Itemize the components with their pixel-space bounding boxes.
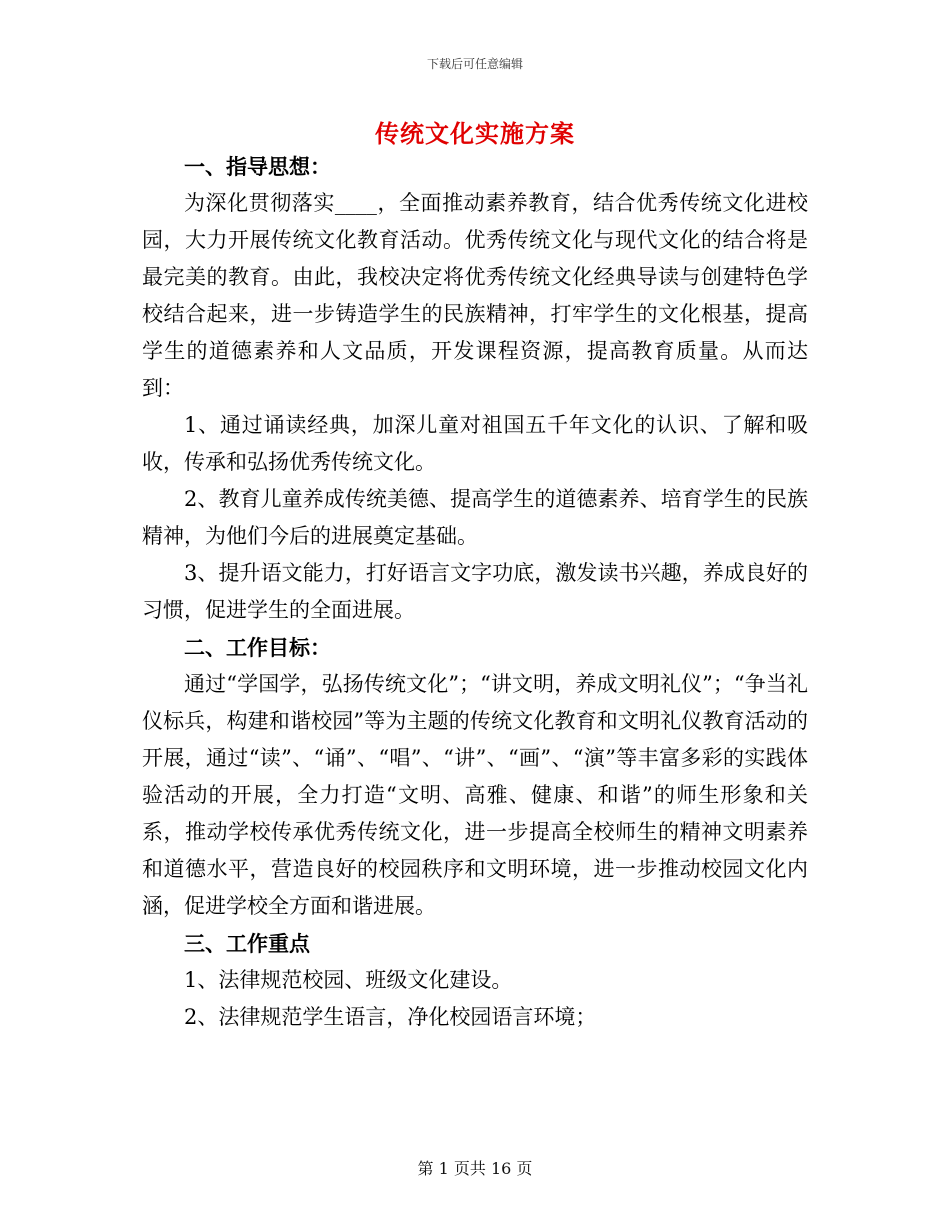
document-body bbox=[142, 148, 808, 1036]
focus-item-2: 2、法律规范学生语言，净化校园语言环境； bbox=[184, 1005, 597, 1029]
goal-item-3: 3、提升语文能力，打好语言文字功底，激发读书兴趣，养成良好的习惯，促进学生的全面进展。 bbox=[142, 561, 808, 622]
section-heading-guiding-ideology: 一、指导思想： bbox=[184, 154, 331, 179]
focus-item-1: 1、法律规范校园、班级文化建设。 bbox=[184, 968, 513, 992]
section-heading-work-focus: 三、工作重点 bbox=[184, 931, 310, 956]
work-objectives-paragraph: 通过“学国学，弘扬传统文化”；“讲文明，养成文明礼仪”；“争当礼仪标兵，构建和谐校园”等为主题的传统文化教育和文明礼仪教育活动的开展，通过“读”、“诵”、“唱”、“讲”、“画”、“演”等丰富多彩的实践体验活动的开展，全力打造“文明、高雅、健康、和谐”的师生形象和关系，推动学校传承优秀传统文化，进一步提高全校师生的精神文明素养和道德水平，营造良好的校园秩序和文明环境，进一步推动校园文化内涵，促进学校全方面和谐进展。 bbox=[142, 672, 808, 918]
header-note: 下载后可任意编辑 bbox=[426, 57, 523, 71]
goal-item-2: 2、教育儿童养成传统美德、提高学生的道德素养、培育学生的民族精神，为他们今后的进展奠定基础。 bbox=[142, 487, 808, 548]
guiding-ideology-paragraph: 为深化贯彻落实____，全面推动素养教育，结合优秀传统文化进校园，大力开展传统文化教育活动。优秀传统文化与现代文化的结合将是最完美的教育。由此，我校决定将优秀传统文化经典导读与创建特色学校结合起来，进一步铸造学生的民族精神，打牢学生的文化根基，提高学生的道德素养和人文品质，开发课程资源，提高教育质量。从而达到： bbox=[142, 191, 808, 400]
page-footer: 第 1 页共 16 页 bbox=[417, 1159, 533, 1178]
section-heading-work-objectives: 二、工作目标： bbox=[184, 635, 331, 660]
document-title: 传统文化实施方案 bbox=[375, 119, 575, 148]
goal-item-1: 1、通过诵读经典，加深儿童对祖国五千年文化的认识、了解和吸收，传承和弘扬优秀传统文化。 bbox=[142, 413, 808, 474]
